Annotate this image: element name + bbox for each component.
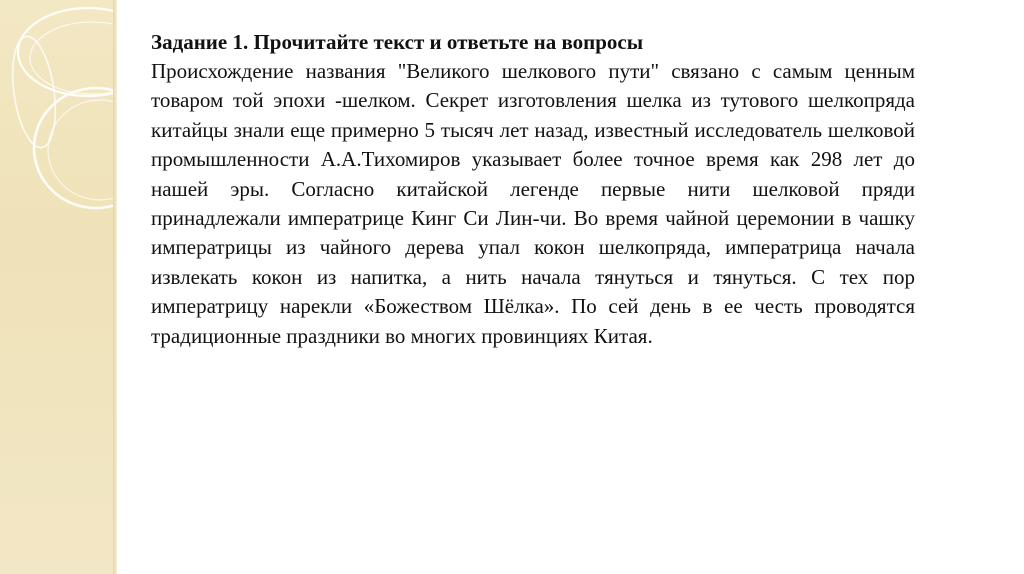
decorative-rings-icon	[0, 0, 113, 574]
task-body-text: Происхождение названия "Великого шелкового пути" связано с самым ценным товаром той эпохи -шелком. Секрет изготовления шелка из тутового шелкопряда китайцы знали еще примерно 5 тысяч лет назад, известный исследователь шелковой промышленности А.А.Тихомиров указывает более точное время как 298 лет до нашей эры. Согласно китайской легенде первые нити шелковой пряди принадлежали императрице Кинг Си Лин-чи. Во время чайной церемонии в чашку императрицы из чайного дерева упал кокон шелкопряда, императрица начала извлекать кокон из напитка, а нить начала тянуться и тянуться. С тех пор императрицу нарекли «Божеством Шёлка». По сей день в ее честь проводятся традиционные праздники во многих провинциях Китая.	[151, 59, 915, 348]
task-title: Задание 1. Прочитайте текст и ответьте на вопросы	[151, 30, 644, 54]
side-divider	[113, 0, 117, 574]
text-block	[151, 28, 915, 351]
decorative-side-panel	[0, 0, 113, 574]
